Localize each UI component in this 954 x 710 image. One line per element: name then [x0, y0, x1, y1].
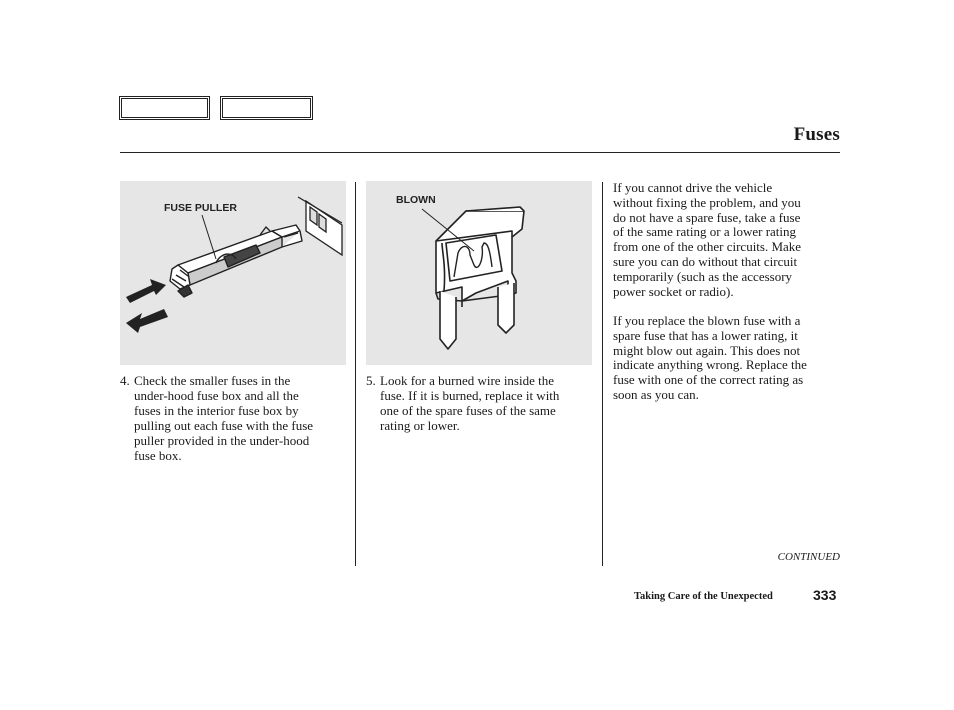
continued-label: CONTINUED: [777, 551, 840, 563]
footer-section-title: Taking Care of the Unexpected: [634, 591, 773, 602]
text-line: temporarily (such as the accessory: [613, 268, 793, 284]
text-line: If you cannot drive the vehicle: [613, 180, 773, 195]
blown-fuse-illustration: [366, 181, 592, 365]
blown-label: BLOWN: [396, 194, 436, 206]
fuse-puller-illustration: [120, 181, 346, 365]
text-line: indicate anything wrong. Replace the: [613, 357, 807, 373]
blown-fuse-icon: [436, 207, 524, 349]
step-text: [380, 373, 559, 433]
fuse-puller-label: FUSE PULLER: [164, 202, 237, 214]
text-line: Look for a burned wire inside the: [380, 373, 555, 388]
step-number: 4.: [120, 373, 130, 388]
paragraph-lower-rating: [613, 314, 843, 403]
nav-tab-1[interactable]: [119, 96, 210, 120]
text-line: fuse with one of the correct rating as: [613, 372, 804, 388]
title-rule: [120, 152, 840, 153]
fuse-box-icon: [298, 197, 342, 255]
text-line: pulling out each fuse with the fuse: [134, 418, 314, 433]
text-line: might blow out again. This does not: [613, 342, 801, 358]
fuse-puller-icon: [170, 225, 302, 297]
direction-arrows-icon: [126, 279, 168, 333]
column-divider-1: [355, 182, 356, 566]
blown-fuse-drawing: [366, 181, 592, 365]
paragraph-spare-fuse: [613, 181, 843, 299]
text-line: fuse. If it is burned, replace it with: [380, 388, 560, 403]
nav-tab-2[interactable]: [220, 96, 313, 120]
text-line: under-hood fuse box and all the: [134, 388, 299, 403]
fuse-puller-leader-line: [202, 215, 216, 259]
text-line: from one of the other circuits. Make: [613, 239, 802, 255]
column-divider-2: [602, 182, 603, 566]
text-line: rating or lower.: [380, 418, 460, 433]
step-number: 5.: [366, 373, 376, 388]
text-line: do not have a spare fuse, take a fuse: [613, 209, 801, 225]
text-line: Check the smaller fuses in the: [134, 373, 291, 388]
step-text: [134, 373, 313, 463]
text-line: power socket or radio).: [613, 283, 734, 299]
page-number: 333: [813, 587, 837, 603]
text-line: fuses in the interior fuse box by: [134, 403, 299, 418]
text-line: fuse box.: [134, 448, 182, 463]
text-line: spare fuse that has a lower rating, it: [613, 327, 798, 343]
text-line: one of the spare fuses of the same: [380, 403, 556, 418]
text-line: soon as you can.: [613, 386, 699, 402]
text-line: If you replace the blown fuse with a: [613, 313, 801, 328]
page-title: Fuses: [793, 124, 840, 145]
text-line: sure you can do without that circuit: [613, 253, 798, 269]
text-line: without fixing the problem, and you: [613, 194, 801, 210]
text-line: puller provided in the under-hood: [134, 433, 310, 448]
text-line: of the same rating or a lower rating: [613, 224, 797, 240]
